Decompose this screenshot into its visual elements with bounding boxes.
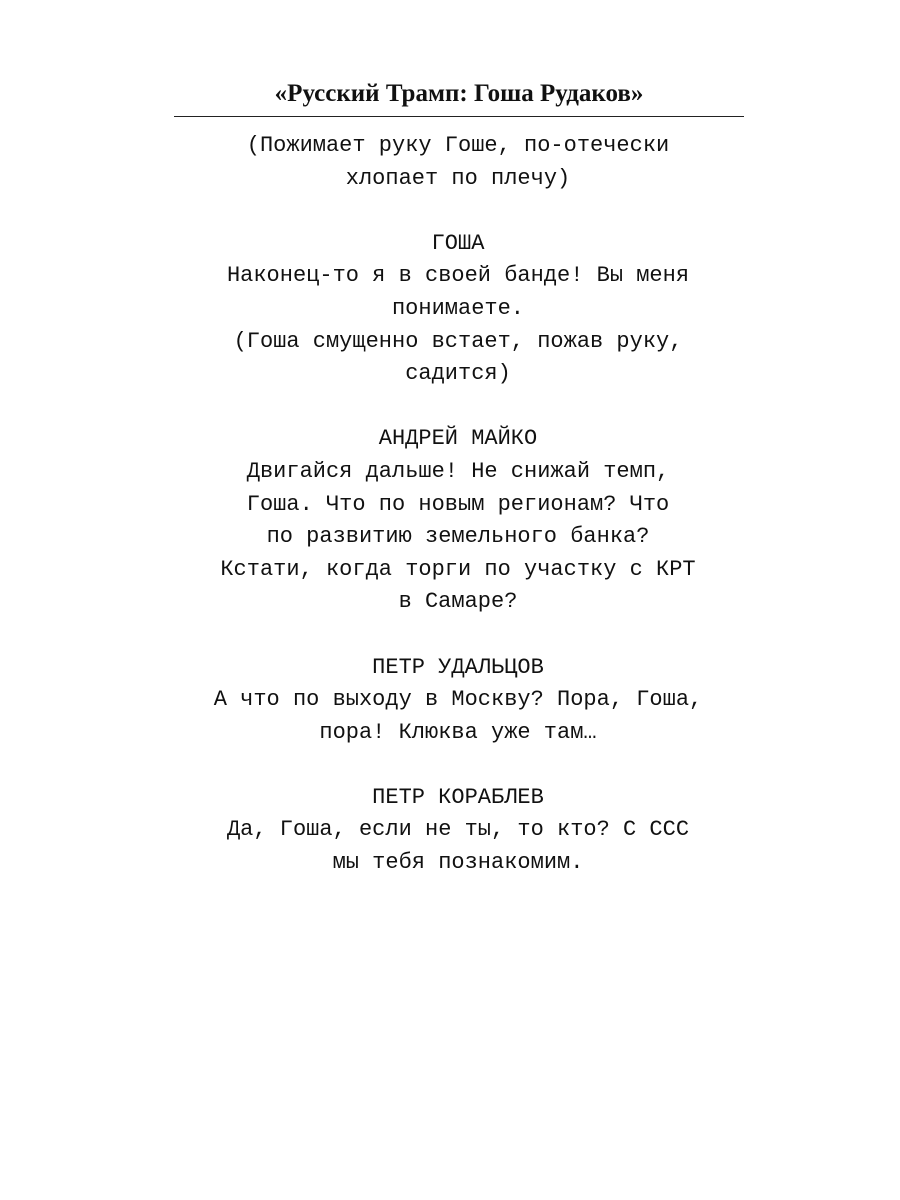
dialogue-line: А что по выходу в Москву? Пора, Гоша, bbox=[213, 687, 703, 713]
stage-direction-line: садится) bbox=[405, 361, 511, 387]
speaker-name: АНДРЕЙ МАЙКО bbox=[378, 426, 538, 452]
speaker-name: ПЕТР КОРАБЛЕВ bbox=[372, 784, 544, 810]
stage-direction bbox=[150, 130, 766, 195]
speaker-name: ГОША bbox=[431, 230, 485, 256]
script-line: хлопает по плечу) bbox=[345, 165, 571, 191]
dialogue-line: Да, Гоша, если не ты, то кто? С ССС bbox=[226, 817, 690, 843]
document-title: «Русский Трамп: Гоша Рудаков» bbox=[274, 80, 644, 107]
dialogue-block bbox=[150, 782, 766, 880]
dialogue-line: Наконец-то я в своей банде! Вы меня bbox=[226, 263, 690, 289]
dialogue-line: в Самаре? bbox=[398, 589, 518, 615]
script-line: (Пожимает руку Гоше, по-отечески bbox=[246, 133, 670, 158]
dialogue-line: понимаете. bbox=[391, 295, 525, 321]
dialogue-line: по развитию земельного банка? bbox=[266, 524, 650, 550]
title-divider bbox=[174, 116, 744, 117]
dialogue-line: Двигайся дальше! Не снижай темп, bbox=[246, 458, 670, 484]
dialogue-block bbox=[150, 228, 766, 391]
dialogue-line: Кстати, когда торги по участку с КРТ bbox=[220, 556, 696, 582]
dialogue-line: Гоша. Что по новым регионам? Что bbox=[246, 491, 670, 517]
dialogue-line: пора! Клюква уже там… bbox=[319, 719, 597, 745]
script-body bbox=[150, 130, 766, 880]
stage-direction-line: (Гоша смущенно встает, пожав руку, bbox=[233, 328, 683, 354]
speaker-name: ПЕТР УДАЛЬЦОВ bbox=[372, 654, 544, 680]
dialogue-block bbox=[150, 652, 766, 750]
dialogue-line: мы тебя познакомим. bbox=[332, 850, 584, 876]
dialogue-block bbox=[150, 423, 766, 619]
